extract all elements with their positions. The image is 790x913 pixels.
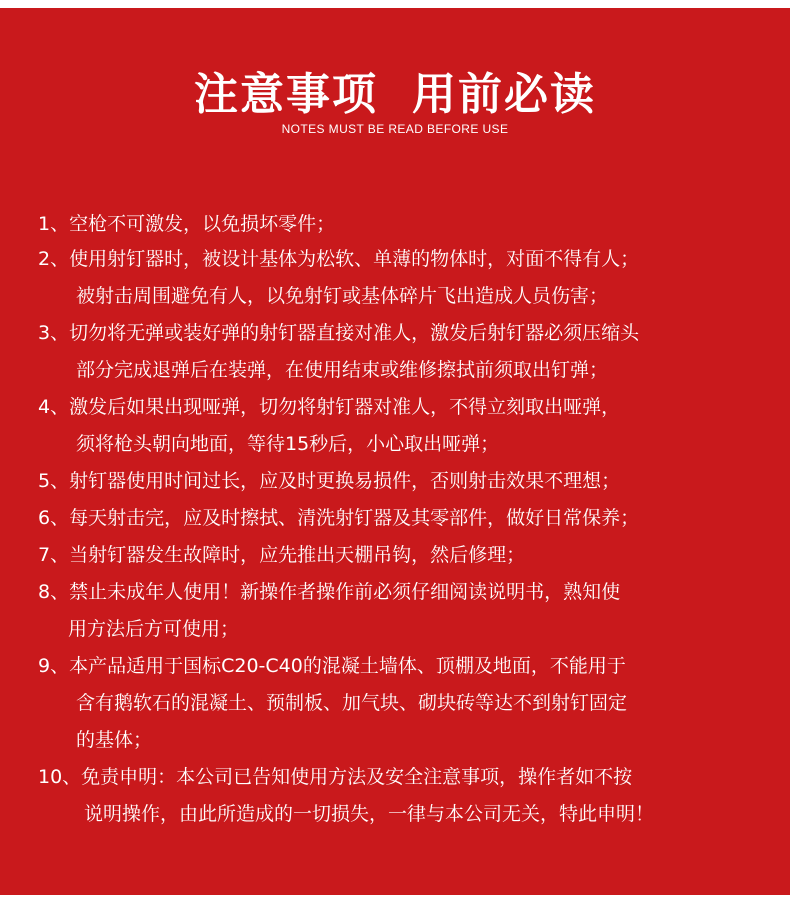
title-notice: 注意事项 [194,69,378,120]
note-1-line-1: 1、空枪不可激发，以免损坏零件； [38,213,336,235]
note-9-line-3: 的基体； [76,729,153,751]
page-subtitle: NOTES MUST BE READ BEFORE USE [281,122,509,136]
notice-panel [0,8,790,895]
note-6-line-1: 6、每天射击完，应及时擦拭、清洗射钉器及其零部件，做好日常保养； [38,507,640,529]
note-8-line-1: 8、禁止未成年人使用！新操作者操作前必须仔细阅读说明书，熟知使 [38,581,621,603]
note-3-line-1: 3、切勿将无弹或装好弹的射钉器直接对准人，激发后射钉器必须压缩头 [38,322,640,344]
note-2-line-1: 2、使用射钉器时，被设计基体为松软、单薄的物体时，对面不得有人； [38,248,640,270]
note-9-line-2: 含有鹅软石的混凝土、预制板、加气块、砌块砖等达不到射钉固定 [76,692,628,714]
note-7-line-1: 7、当射钉器发生故障时，应先推出天棚吊钩，然后修理； [38,544,526,566]
title-read-before-use: 用前必读 [412,69,596,120]
note-3-line-2: 部分完成退弹后在装弹，在使用结束或维修擦拭前须取出钉弹； [76,359,609,381]
note-2-line-2: 被射击周围避免有人，以免射钉或基体碎片飞出造成人员伤害； [76,285,609,307]
note-10-line-2: 说明操作，由此所造成的一切损失，一律与本公司无关，特此申明！ [84,803,655,825]
note-10-line-1: 10、免责申明：本公司已告知使用方法及安全注意事项，操作者如不按 [38,766,633,788]
page-title [0,68,790,122]
note-8-line-2: 用方法后方可使用； [68,618,240,640]
note-9-line-1: 9、本产品适用于国标C20-C40的混凝土墙体、顶棚及地面，不能用于 [38,655,626,677]
note-4-line-1: 4、激发后如果出现哑弹，切勿将射钉器对准人，不得立刻取出哑弹， [38,396,621,418]
note-4-line-2: 须将枪头朝向地面，等待15秒后，小心取出哑弹； [76,433,500,455]
note-5-line-1: 5、射钉器使用时间过长，应及时更换易损件，否则射击效果不理想； [38,470,621,492]
